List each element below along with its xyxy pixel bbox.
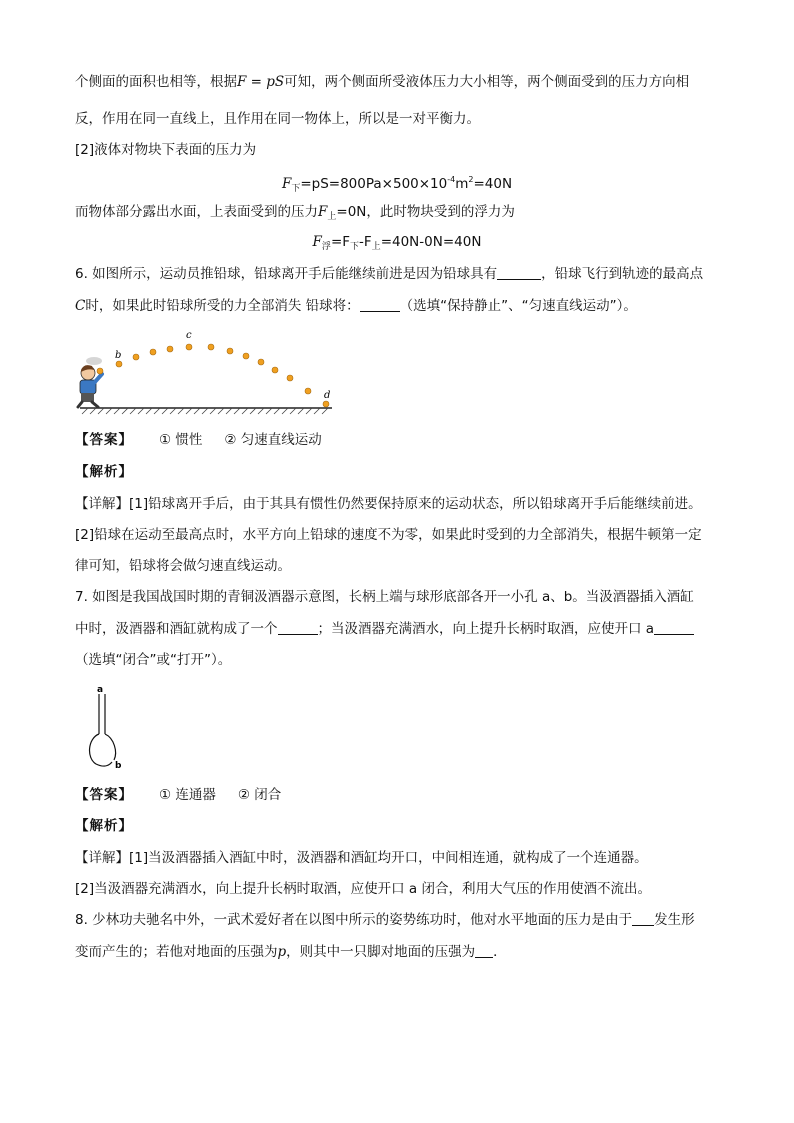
label-b: b <box>115 350 122 361</box>
answer-label: 【答案】 <box>75 787 133 803</box>
text-line-4 <box>75 202 515 227</box>
ball-top <box>186 344 192 350</box>
ball <box>272 367 278 373</box>
bulb-right <box>105 734 116 760</box>
text-span: 而物体部分露出水面，上表面受到的压力 <box>75 204 318 220</box>
ball <box>227 348 233 354</box>
ball <box>167 346 173 352</box>
q7-line-2 <box>75 619 694 639</box>
text-line-2: 反，作用在同一直线上，且作用在同一物体上，所以是一对平衡力。 <box>75 111 480 127</box>
answer-blank <box>475 943 493 958</box>
eq-text: m <box>455 176 469 192</box>
text-span: 6. 如图所示，运动员推铅球，铅球离开手后能继续前进是因为铅球具有 <box>75 266 498 282</box>
q7-analysis-label: 【解析】 <box>75 818 133 834</box>
text-span: =0N，此时物块受到的浮力为 <box>336 204 515 220</box>
shot-put-figure <box>70 328 340 418</box>
answer-blank <box>632 911 654 926</box>
eq-sub: 下 <box>291 184 301 194</box>
text-span: 中时，汲酒器和酒缸就构成了一个 <box>75 621 278 637</box>
answer-2: ② 闭合 <box>237 787 282 803</box>
eq-text: -F <box>359 234 372 250</box>
q7-detail-2: [2]当汲酒器充满酒水，向上提升长柄时取酒，应使开口 a 闭合，利用大气压的作用使酒不流出。 <box>75 881 651 897</box>
text-span: （选填“保持静止”、“匀速直线运动”）。 <box>399 298 637 314</box>
wine-dipper-figure <box>78 684 138 774</box>
formula-eq: = <box>246 74 267 90</box>
eq-var: F <box>312 234 322 250</box>
answer-blank <box>497 265 541 280</box>
eq-var: F <box>318 204 328 220</box>
answer-blank <box>654 620 694 635</box>
eq-sup: -4 <box>447 175 456 184</box>
eq-sub: 浮 <box>321 242 331 252</box>
text-span: 可知，两个侧面所受液体压力大小相等，两个侧面受到的压力方向相 <box>284 74 690 90</box>
text-span: 8. 少林功夫驰名中外，一武术爱好者在以图中所示的姿势练功时，他对水平地面的压力是由于 <box>75 912 633 928</box>
label-c: c <box>186 330 192 341</box>
ball <box>116 361 122 367</box>
text-line-1 <box>75 72 689 92</box>
text-span: 发生形 <box>654 912 695 928</box>
q8-line-2 <box>75 942 507 962</box>
text-span: ，铅球飞行到轨迹的最高点 <box>541 266 704 282</box>
ball <box>258 359 264 365</box>
text-span: ，则其中一只脚对地面的压强为 <box>286 944 476 960</box>
ball <box>150 349 156 355</box>
label-a: a <box>97 685 104 695</box>
ball-end <box>323 401 329 407</box>
q8-line-1 <box>75 910 695 930</box>
q6-detail-3: 律可知，铅球将会做匀速直线运动。 <box>75 558 291 574</box>
label-b: b <box>115 761 122 771</box>
text-span: 个侧面的面积也相等，根据 <box>75 74 237 90</box>
eq-text: =40N-0N=40N <box>380 234 482 250</box>
q6-line-2 <box>75 296 637 316</box>
label-d: d <box>324 390 331 401</box>
eq-text: =40N <box>473 176 513 192</box>
answer-label: 【答案】 <box>75 432 133 448</box>
q6-line-1 <box>75 264 703 284</box>
ball <box>133 354 139 360</box>
formula-var: p <box>277 944 287 960</box>
equation-2 <box>0 232 794 257</box>
eq-sub: 上 <box>371 242 381 252</box>
point-label: C <box>75 298 86 314</box>
text-span: 变而产生的；若他对地面的压强为 <box>75 944 278 960</box>
eq-sub: 上 <box>327 212 337 222</box>
q6-detail-1: 【详解】[1]铅球离开手后，由于其具有惯性仍然要保持原来的运动状态，所以铅球离开手后能继续前进。 <box>75 496 702 512</box>
ball <box>243 353 249 359</box>
q7-line-3: （选填“闭合”或“打开”）。 <box>75 652 232 668</box>
ball <box>305 388 311 394</box>
eq-text: =pS=800Pa×500×10 <box>300 176 448 192</box>
answer-blank <box>360 297 400 312</box>
ball <box>287 375 293 381</box>
answer-1: ① 连通器 <box>159 787 216 803</box>
eq-text: =F <box>330 234 351 250</box>
q6-answer <box>75 430 322 450</box>
trajectory <box>97 344 329 407</box>
formula-var: F <box>237 74 247 90</box>
eq-sup: 2 <box>468 175 474 184</box>
equation-1 <box>0 170 794 199</box>
text-span: ；当汲酒器充满酒水，向上提升长柄时取酒，应使开口 a <box>317 621 655 637</box>
answer-1: ① 惯性 <box>159 432 203 448</box>
athlete-figure <box>78 357 102 407</box>
q6-detail-2: [2]铅球在运动至最高点时，水平方向上铅球的速度不为零，如果此时受到的力全部消失，根据牛顿第一定 <box>75 527 702 543</box>
ground-hatch <box>82 408 328 414</box>
answer-2: ② 匀速直线运动 <box>224 432 322 448</box>
eq-var: F <box>281 176 292 192</box>
text-span: ． <box>493 944 507 960</box>
ball <box>208 344 214 350</box>
text-line-3: [2]液体对物块下表面的压力为 <box>75 142 257 158</box>
ball <box>97 368 103 374</box>
eq-sub: 下 <box>350 242 360 252</box>
formula-var: pS <box>266 74 285 90</box>
bulb-left <box>90 734 112 766</box>
q6-analysis-label: 【解析】 <box>75 464 133 480</box>
q7-detail-1: 【详解】[1]当汲酒器插入酒缸中时，汲酒器和酒缸均开口，中间相连通，就构成了一个连通器。 <box>75 850 648 866</box>
text-span: 时，如果此时铅球所受的力全部消失 铅球将： <box>85 298 360 314</box>
answer-blank <box>278 620 318 635</box>
q7-answer <box>75 785 281 805</box>
q7-line-1: 7. 如图是我国战国时期的青铜汲酒器示意图，长柄上端与球形底部各开一小孔 a、b。当汲酒器插入酒缸 <box>75 589 694 605</box>
